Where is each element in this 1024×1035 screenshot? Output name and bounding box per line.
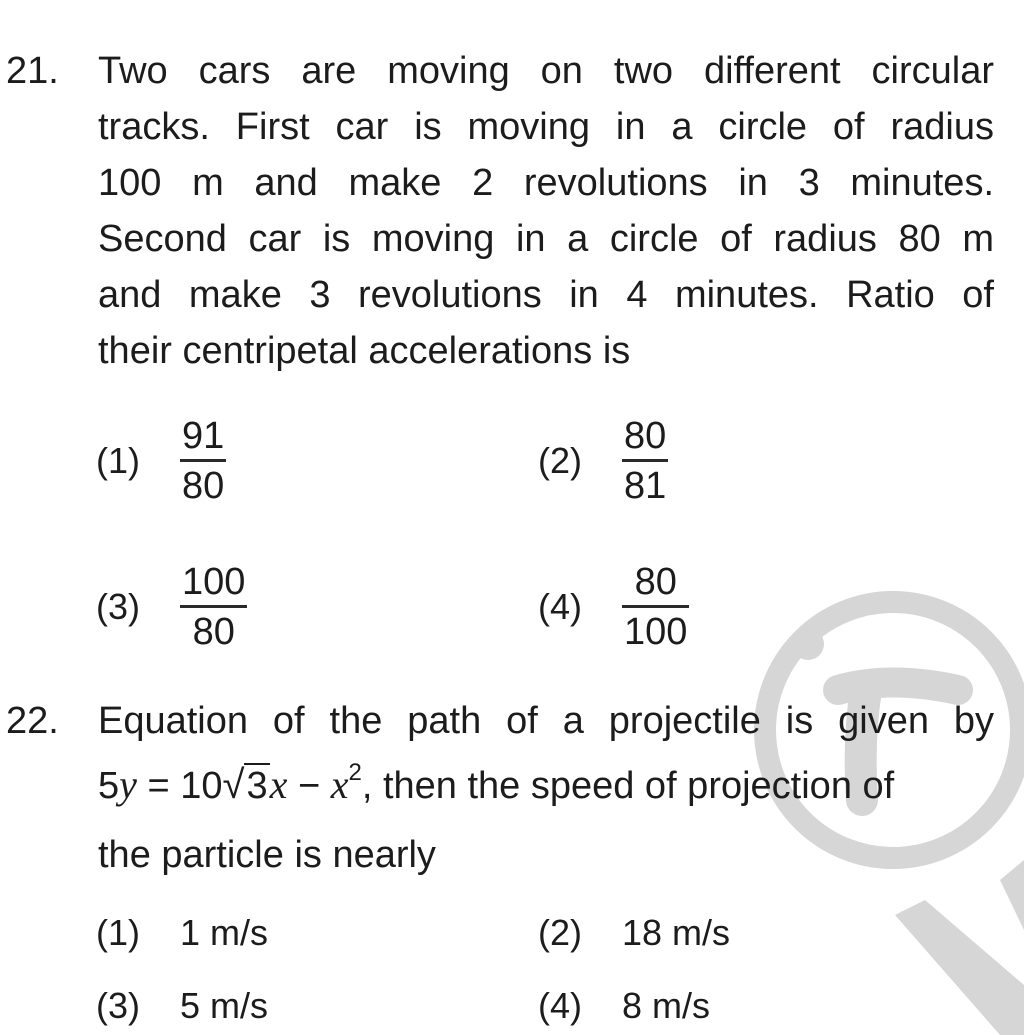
fraction-bar [180,459,226,462]
eq-variable-y: y [119,762,137,807]
question-number: 22. [6,700,59,742]
option-label: (4) [538,586,582,627]
question-text-line: the particle is nearly [98,834,436,876]
numerator: 91 [182,415,225,457]
option-label: (2) [538,440,582,481]
option-4[interactable] [538,562,689,652]
denominator: 80 [192,611,235,653]
option-4[interactable] [538,985,710,1027]
option-3[interactable] [96,985,268,1027]
fraction [622,416,668,506]
option-label: (1) [96,440,140,481]
question-number: 21. [6,50,59,92]
eq-minus: − [297,765,321,807]
numerator: 80 [634,561,677,603]
eq-exponent: 2 [348,759,362,786]
option-2[interactable] [538,912,730,954]
denominator: 100 [624,611,688,653]
square-root [222,763,270,807]
question-text: , then the speed of projection of [361,765,895,807]
question-equation-line [98,759,994,807]
question-text-line: 100 m and make 2 revolutions in 3 minutes. [98,162,994,204]
option-1[interactable] [96,416,226,506]
radicand: 3 [246,765,268,807]
fraction-bar [180,605,247,608]
question-text-line: Two cars are moving on two different circular [98,50,994,92]
fraction [622,562,689,652]
question-text-line: Second car is moving in a circle of radius 80 m [98,218,994,260]
eq-coefficient: 10 [180,765,223,807]
eq-variable-x: x [269,762,288,807]
numerator: 80 [624,415,667,457]
question-text-line: and make 3 revolutions in 4 minutes. Ratio of [98,274,994,316]
option-label: (1) [96,912,140,953]
equation [98,759,362,807]
fraction [180,562,247,652]
option-3[interactable] [96,562,247,652]
eq-coefficient: 5 [98,765,120,807]
denominator: 81 [624,465,667,507]
option-text: 18 m/s [622,912,731,953]
eq-equals: = [147,765,170,807]
question-text-line: Equation of the path of a projectile is given by [98,700,994,742]
fraction [180,416,226,506]
question-text-line: tracks. First car is moving in a circle of radius [98,106,994,148]
option-text: 1 m/s [180,912,269,953]
fraction-bar [622,605,689,608]
option-label: (2) [538,912,582,953]
eq-variable-x: x [330,762,349,807]
radical-icon: √ [222,763,245,807]
option-2[interactable] [538,416,668,506]
denominator: 80 [182,465,225,507]
option-1[interactable] [96,912,268,954]
option-text: 8 m/s [622,985,711,1026]
fraction-bar [622,459,668,462]
numerator: 100 [182,561,246,603]
question-text-line: their centripetal accelerations is [98,330,631,372]
option-label: (3) [96,586,140,627]
option-label: (3) [96,985,140,1026]
option-label: (4) [538,985,582,1026]
option-text: 5 m/s [180,985,269,1026]
